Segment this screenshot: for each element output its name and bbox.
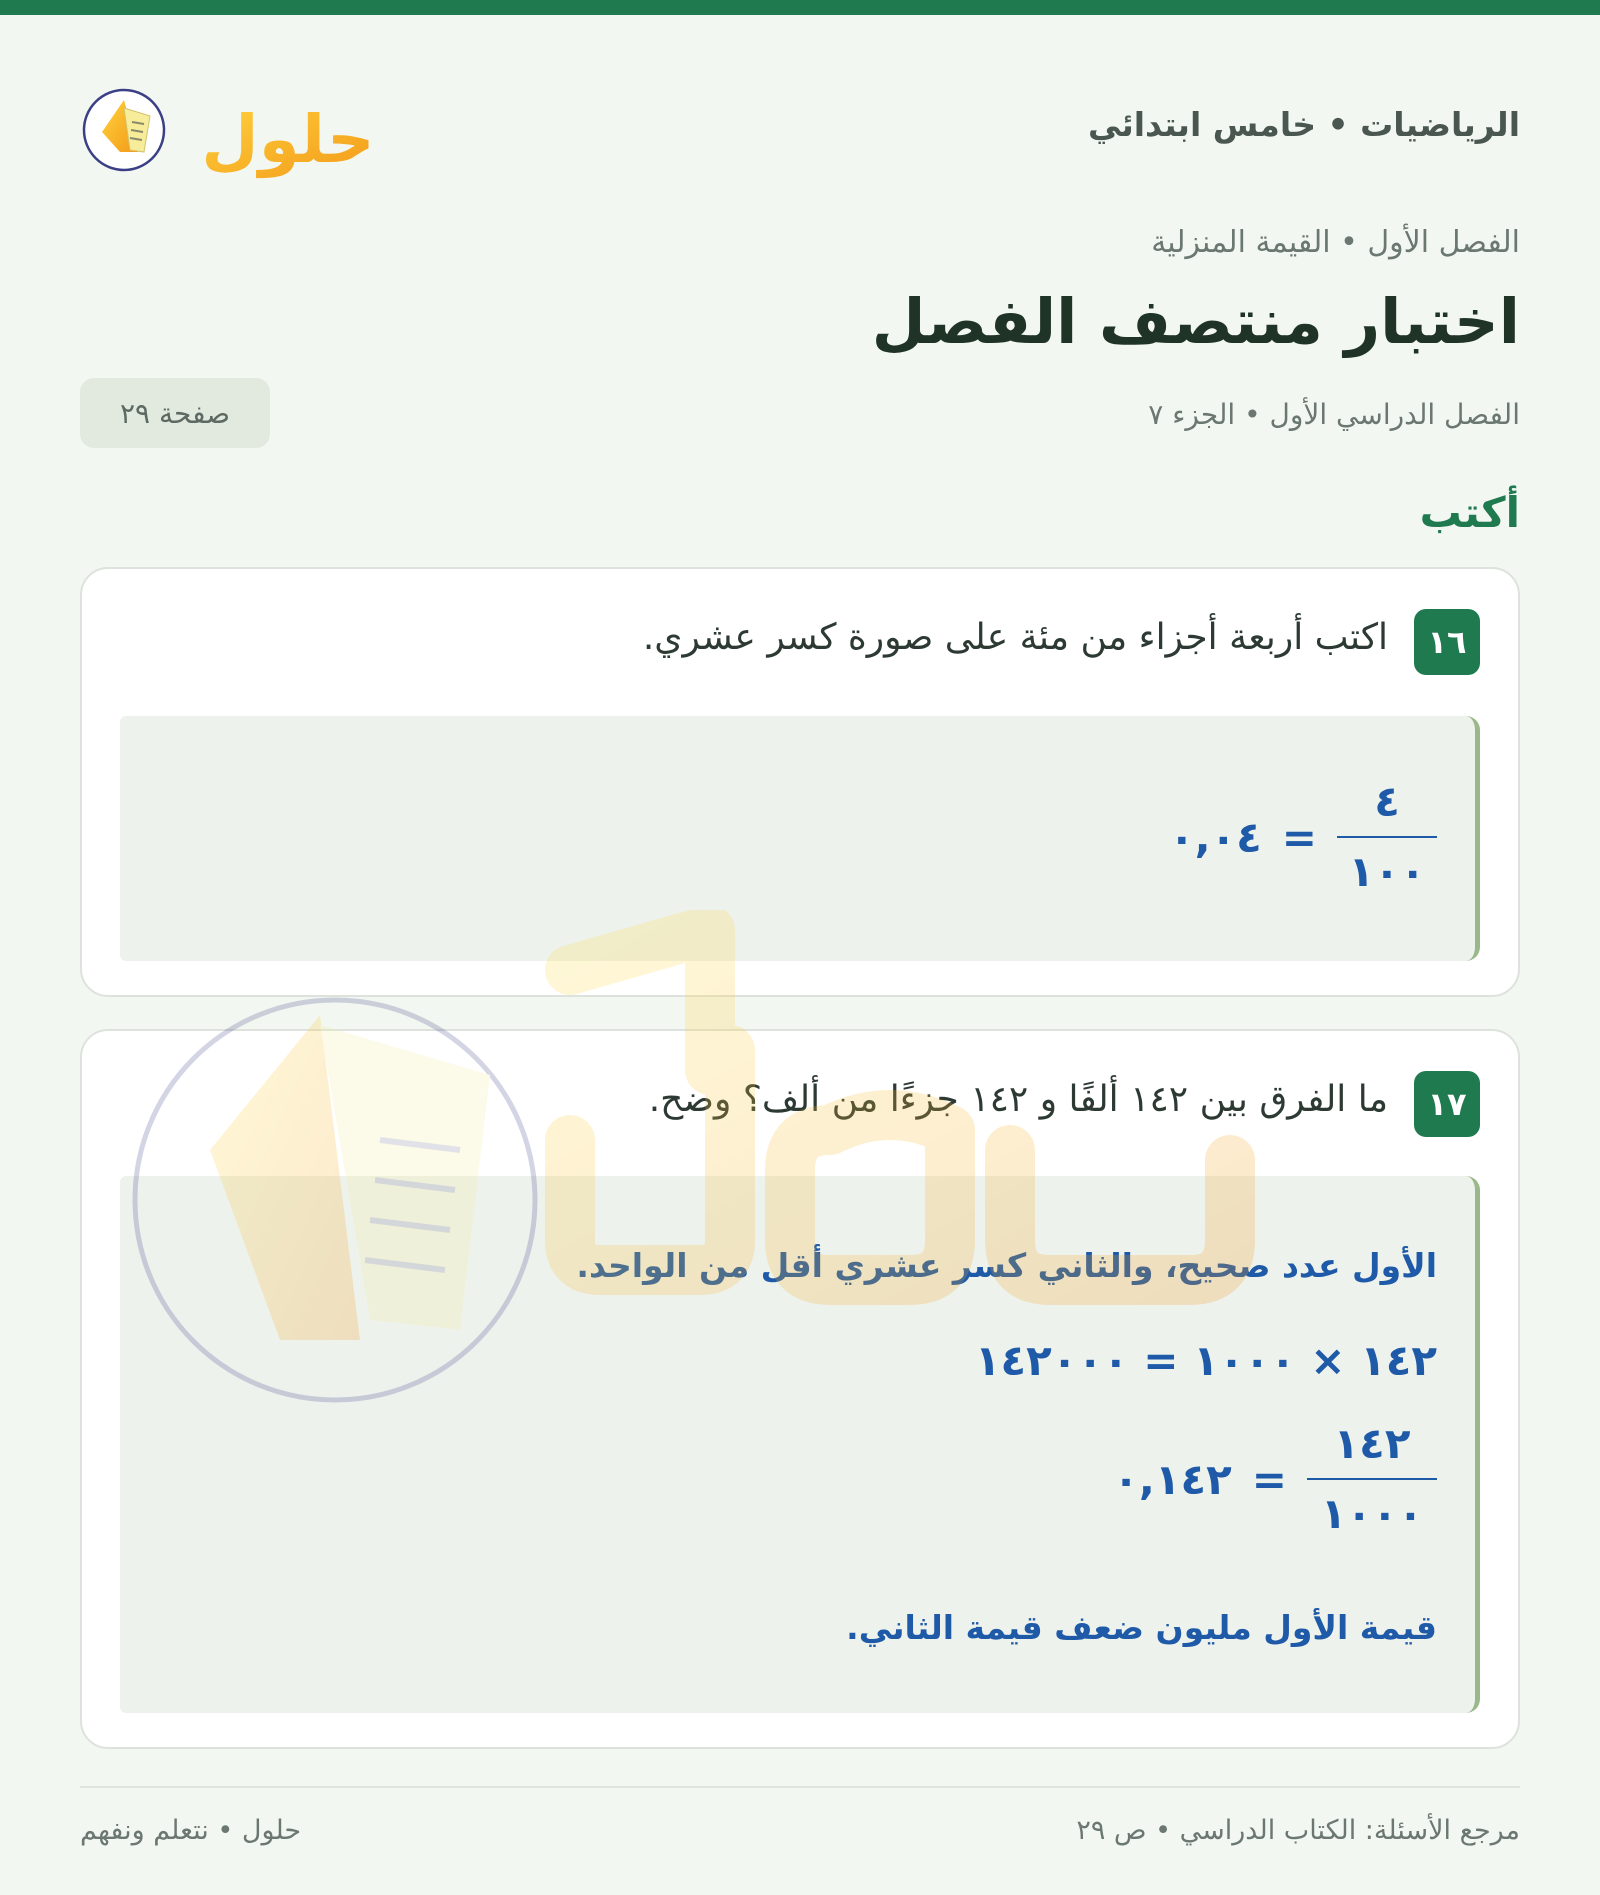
question-card-17	[80, 1029, 1520, 1749]
decimal-result: ٠,٠٤	[1168, 812, 1262, 862]
answer-box	[120, 716, 1480, 961]
footer-divider	[80, 1786, 1520, 1788]
fraction	[1337, 774, 1437, 900]
decimal-result: ٠,١٤٢	[1113, 1454, 1232, 1504]
fraction-numerator: ١٤٢	[1333, 1419, 1411, 1468]
top-accent-bar	[0, 0, 1600, 15]
answer-explanation-line: الأول عدد صحيح، والثاني كسر عشري أقل من الواحد.	[576, 1246, 1437, 1285]
answer-box	[120, 1176, 1480, 1713]
footer-brand: حلول • نتعلم ونفهم	[80, 1815, 302, 1846]
logo-wordmark: حلول	[201, 101, 370, 178]
fraction-numerator: ٤	[1374, 777, 1400, 826]
logo-emblem-icon	[80, 60, 370, 180]
question-text: اكتب أربعة أجزاء من مئة على صورة كسر عشري.	[642, 617, 1388, 658]
question-card-16	[80, 567, 1520, 997]
page-number-badge: صفحة ٢٩	[80, 378, 270, 448]
subject-grade-label: الرياضيات • خامس ابتدائي	[1087, 105, 1520, 144]
multiplication-equation: ١٤٢ × ١٠٠٠ = ١٤٢٠٠٠	[974, 1336, 1437, 1385]
site-logo[interactable]	[80, 60, 370, 180]
fraction-denominator: ١٠٠٠	[1320, 1489, 1424, 1538]
question-number-badge: ١٦	[1414, 609, 1480, 675]
footer-reference: مرجع الأسئلة: الكتاب الدراسي • ص ٢٩	[1076, 1815, 1520, 1846]
breadcrumb: الفصل الأول • القيمة المنزلية	[1151, 225, 1520, 260]
page-meta: الفصل الدراسي الأول • الجزء ٧	[1148, 398, 1520, 431]
fraction-equation	[1113, 1416, 1437, 1542]
fraction-equation	[1169, 774, 1437, 900]
question-text: ما الفرق بين ١٤٢ ألفًا و ١٤٢ جزءًا من ألف؟ وضح.	[648, 1079, 1388, 1120]
answer-conclusion-line: قيمة الأول مليون ضعف قيمة الثاني.	[846, 1608, 1437, 1647]
equals-sign: =	[1251, 1454, 1287, 1504]
page-title: اختبار منتصف الفصل	[871, 285, 1520, 358]
fraction-denominator: ١٠٠	[1348, 847, 1426, 896]
question-number-badge: ١٧	[1414, 1071, 1480, 1137]
page-header	[80, 60, 1520, 180]
section-title: أكتب	[1419, 488, 1520, 537]
fraction	[1307, 1416, 1437, 1542]
equals-sign: =	[1281, 812, 1317, 862]
